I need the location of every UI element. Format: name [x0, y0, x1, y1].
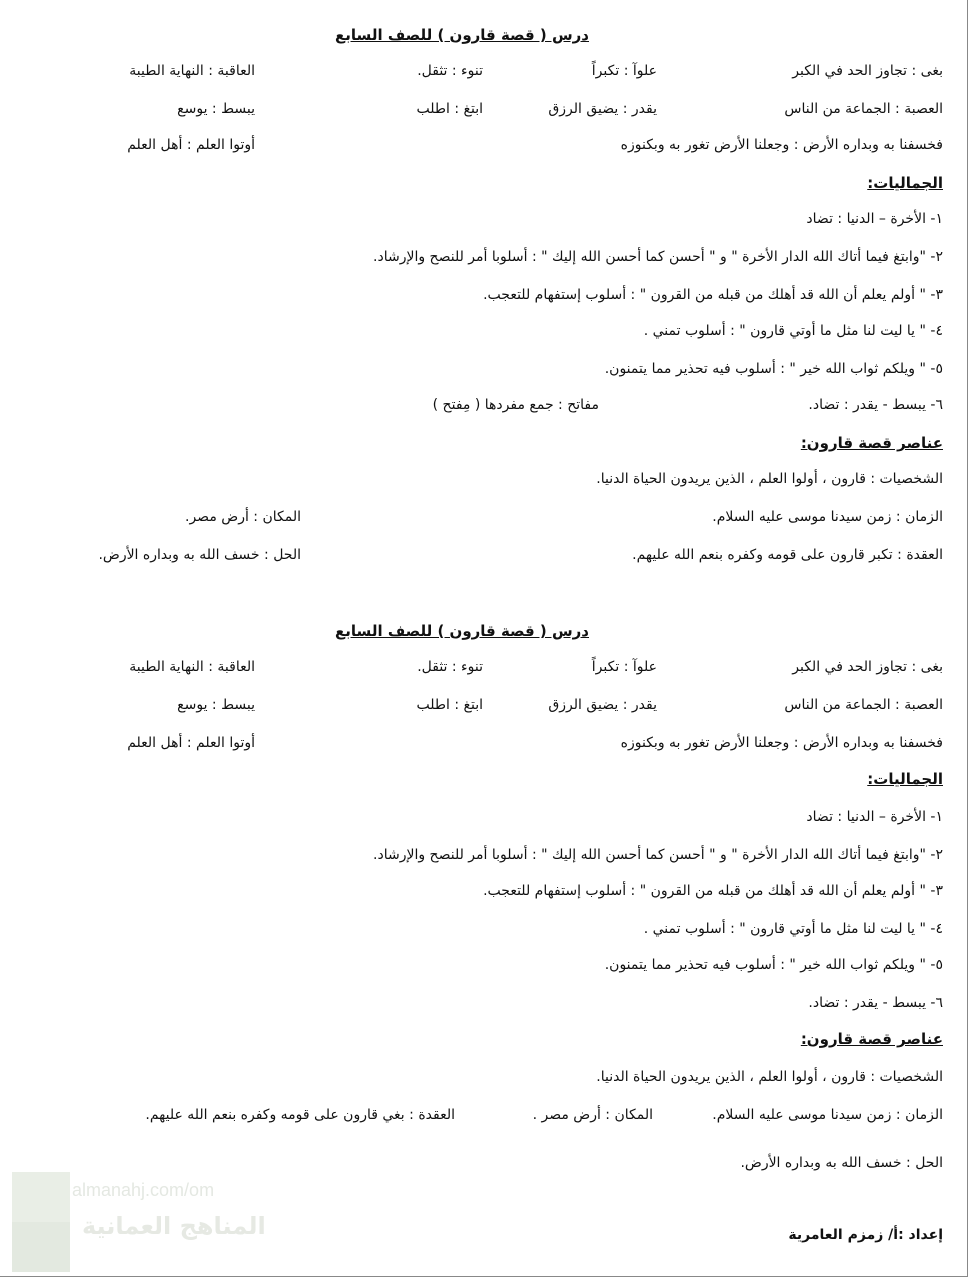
story-plot: العقدة : بغي قارون على قومه وكفره بنعم الله عليهم.: [145, 1107, 455, 1123]
vocab-bagha: بغى : تجاوز الحد في الكبر: [792, 659, 943, 675]
vocab-ibtagh: ابتغ : اطلب: [416, 697, 483, 713]
aesthetics-heading: الجماليات:: [867, 770, 943, 788]
vocab-khasafna: فخسفنا به وبداره الأرض : وجعلنا الأرض تغور به وبكنوزه: [620, 735, 943, 751]
story-characters: الشخصيات : قارون ، أولوا العلم ، الذين يريدون الحياة الدنيا.: [596, 1069, 943, 1085]
vocab-mafatih: مفاتح : جمع مفردها ( مِفتح ): [432, 397, 599, 413]
author: إعداد :أ/ زمزم العامرية: [788, 1227, 943, 1243]
vocab-usba: العصبة : الجماعة من الناس: [784, 101, 943, 117]
vocab-aqiba: العاقبة : النهاية الطيبة: [129, 659, 255, 675]
aesthetic-item: ٦- يبسط - يقدر : تضاد.: [808, 397, 943, 413]
vocab-yaqdir: يقدر : يضيق الرزق: [548, 101, 657, 117]
vocab-yabsut: يبسط : يوسع: [177, 101, 255, 117]
story-place: المكان : أرض مصر.: [185, 509, 301, 525]
story-plot: العقدة : تكبر قارون على قومه وكفره بنعم الله عليهم.: [632, 547, 943, 563]
vocab-yabsut: يبسط : يوسع: [177, 697, 255, 713]
watermark-name: المناهج العمانية: [82, 1212, 266, 1240]
aesthetics-heading: الجماليات:: [867, 174, 943, 192]
elements-heading: عناصر قصة قارون:: [800, 434, 943, 452]
aesthetic-item: ٤- " يا ليت لنا مثل ما أوتي قارون " : أسلوب تمني .: [643, 323, 943, 339]
aesthetic-item: ٥- " ويلكم ثواب الله خير " : أسلوب فيه تحذير مما يتمنون.: [604, 957, 943, 973]
story-time: الزمان : زمن سيدنا موسى عليه السلام.: [712, 1107, 943, 1123]
vocab-bagha: بغى : تجاوز الحد في الكبر: [792, 63, 943, 79]
aesthetic-item: ٥- " ويلكم ثواب الله خير " : أسلوب فيه تحذير مما يتمنون.: [604, 361, 943, 377]
aesthetic-item: ٤- " يا ليت لنا مثل ما أوتي قارون " : أسلوب تمني .: [643, 921, 943, 937]
vocab-ibtagh: ابتغ : اطلب: [416, 101, 483, 117]
vocab-khasafna: فخسفنا به وبداره الأرض : وجعلنا الأرض تغور به وبكنوزه: [620, 137, 943, 153]
vocab-yaqdir: يقدر : يضيق الرزق: [548, 697, 657, 713]
story-resolution: الحل : خسف الله به وبداره الأرض.: [740, 1155, 943, 1171]
vocab-usba: العصبة : الجماعة من الناس: [784, 697, 943, 713]
vocab-uluw: علوآ : تكبراً: [591, 63, 657, 79]
story-time: الزمان : زمن سيدنا موسى عليه السلام.: [712, 509, 943, 525]
lesson-1-title: درس ( قصة قارون ) للصف السابع: [335, 26, 589, 44]
watermark-logo-block: [12, 1222, 70, 1272]
story-resolution: الحل : خسف الله به وبداره الأرض.: [98, 547, 301, 563]
aesthetic-item: ٦- يبسط - يقدر : تضاد.: [808, 995, 943, 1011]
story-place: المكان : أرض مصر .: [532, 1107, 653, 1123]
vocab-tanu: تنوء : تثقل.: [417, 659, 483, 675]
vocab-aqiba: العاقبة : النهاية الطيبة: [129, 63, 255, 79]
watermark-logo-block: [12, 1172, 70, 1222]
vocab-utu: أوتوا العلم : أهل العلم: [127, 735, 255, 751]
aesthetic-item: ٣- " أولم يعلم أن الله قد أهلك من قبله من القرون " : أسلوب إستفهام للتعجب.: [483, 883, 943, 899]
watermark-url: almanahj.com/om: [72, 1180, 215, 1200]
vocab-tanu: تنوء : تثقل.: [417, 63, 483, 79]
aesthetic-item: ٢- "وابتغ فيما أتاك الله الدار الأخرة " و " أحسن كما أحسن الله إليك " : أسلوبا أمر للنصح والإرشاد.: [373, 847, 943, 863]
aesthetic-item: ١- الأخرة – الدنيا : تضاد: [806, 809, 943, 825]
aesthetic-item: ٢- "وابتغ فيما أتاك الله الدار الأخرة " و " أحسن كما أحسن الله إليك " : أسلوبا أمر للنصح والإرشاد.: [373, 249, 943, 265]
aesthetic-item: ١- الأخرة – الدنيا : تضاد: [806, 211, 943, 227]
lesson-2-title: درس ( قصة قارون ) للصف السابع: [335, 622, 589, 640]
story-characters: الشخصيات : قارون ، أولوا العلم ، الذين يريدون الحياة الدنيا.: [596, 471, 943, 487]
aesthetic-item: ٣- " أولم يعلم أن الله قد أهلك من قبله من القرون " : أسلوب إستفهام للتعجب.: [483, 287, 943, 303]
vocab-utu: أوتوا العلم : أهل العلم: [127, 137, 255, 153]
vocab-uluw: علوآ : تكبراً: [591, 659, 657, 675]
elements-heading: عناصر قصة قارون:: [800, 1030, 943, 1048]
